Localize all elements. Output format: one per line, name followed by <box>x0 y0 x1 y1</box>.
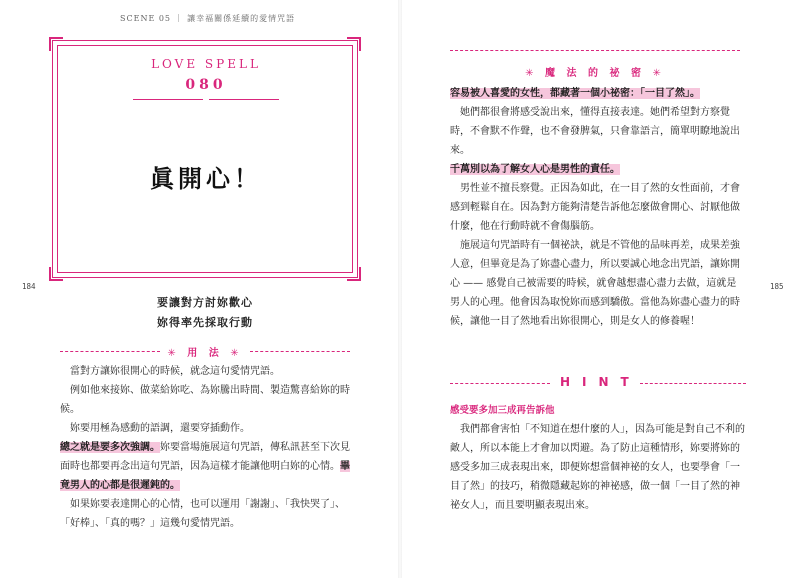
running-head: SCENE 05 ｜ 讓幸福關係延續的愛情咒語 <box>120 14 296 23</box>
highlighted-text: 容易被人喜愛的女性，都藏著一個小祕密：「一目了然」。 <box>450 88 700 99</box>
frame-corner-ornament <box>49 37 63 51</box>
frame-corner-ornament <box>347 267 361 281</box>
page-number-left: 184 <box>22 282 36 291</box>
hint-divider <box>640 383 746 384</box>
hint-body <box>450 420 746 515</box>
section-divider <box>60 351 160 352</box>
spell-title: 眞開心！ <box>150 164 262 193</box>
secret-heading: ✳ 魔 法 的 祕 密 ✳ <box>525 68 665 79</box>
usage-paragraph: 如果妳要表達開心的心情，也可以運用「謝謝」、「我快哭了」、「好棒」、「真的嗎？」這幾句愛情咒語。 <box>60 499 345 529</box>
usage-paragraph: 當對方讓妳很開心的時候，就念這句愛情咒語。 <box>60 366 280 377</box>
page-number-right: 185 <box>770 282 784 291</box>
usage-heading: ✳ 用 法 ✳ <box>167 348 243 359</box>
spell-number-rule <box>133 99 203 100</box>
highlighted-text: 畢竟男人的心都是很遲鈍的。 <box>60 461 350 491</box>
secret-body <box>450 84 746 331</box>
hint-divider <box>450 383 550 384</box>
secret-paragraph: 施展這句咒語時有一個祕訣，就是不管他的品味再差，成果差強人意，但畢竟是為了妳盡心盡力，所以要誠心地念出咒語，讓妳開心 —— 感覺自己被需要的時候，就會越想盡心盡力去做，這就是男人的心理。他會因為取悅妳而感到驕傲。當他為妳盡心盡力的時候，讓他一目了然地看出妳很開心，則是女人的修養喔！ <box>450 240 740 327</box>
secret-paragraph: 男性並不擅長察覺。正因為如此，在一目了然的女性面前，才會感到輕鬆自在。因為對方能夠清楚告訴他怎麼做會開心、討厭他做什麼，他在行動時就不會傷腦筋。 <box>450 183 740 232</box>
hint-heading: HINT <box>560 375 641 389</box>
frame-corner-ornament <box>347 37 361 51</box>
highlighted-text: 總之就是要多次強調。 <box>60 442 160 453</box>
usage-paragraph: 例如他來接妳、做菜給妳吃、為妳騰出時間、製造驚喜給妳的時候。 <box>60 385 350 415</box>
section-divider <box>250 351 350 352</box>
usage-paragraph: 妳要用極為感動的語調，還要穿插動作。 <box>60 423 250 434</box>
tagline-line-2: 妳得率先採取行動 <box>157 316 253 329</box>
spell-number-rule <box>209 99 279 100</box>
usage-body <box>60 362 350 533</box>
book-gutter <box>398 0 402 578</box>
secret-paragraph: 她們都很會將感受說出來，懂得直接表達。她們希望對方察覺時，不會默不作聲，也不會發脾氣，只會靠語言，簡單明瞭地說出來。 <box>450 107 740 156</box>
hint-subtitle: 感受要多加三成再告訴他 <box>450 405 555 416</box>
highlighted-text: 千萬別以為了解女人心是男性的責任。 <box>450 164 620 175</box>
spell-frame <box>52 40 358 278</box>
section-divider <box>450 50 740 51</box>
hint-paragraph: 我們都會害怕「不知道在想什麼的人」，因為可能是對自己不利的敵人，所以本能上才會加以閃避。為了防止這種情形，妳要將妳的感受多加三成表現出來，即便妳想當個神祕的女人，也要學會「一目了然」的技巧，稍微隱藏起妳的神祕感，做一個「一目了然的神祕女人」，而且要明顯表現出來。 <box>450 424 745 511</box>
usage-paragraph: 妳要當場施展這句咒語，傳私訊甚至下次見面時也都要再念出這句咒語，因為這樣才能讓他明白妳的心情。 <box>60 442 350 472</box>
frame-corner-ornament <box>49 267 63 281</box>
tagline-line-1: 要讓對方討妳歡心 <box>157 296 253 309</box>
spell-label: LOVE SPELL <box>151 57 261 71</box>
spell-number: 080 <box>185 77 227 93</box>
